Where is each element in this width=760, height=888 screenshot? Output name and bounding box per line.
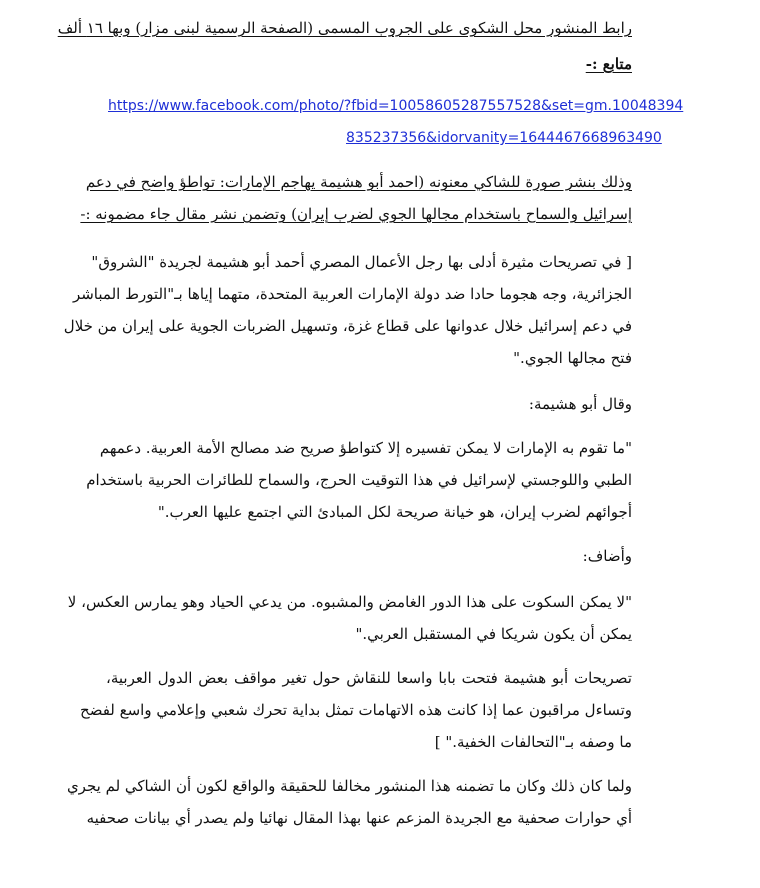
quote-para1-line-4: فتح مجالها الجوي." bbox=[513, 349, 632, 367]
quote-said: وقال أبو هشيمة: bbox=[528, 395, 632, 413]
facebook-post-link-line-1[interactable]: https://www.facebook.com/photo/?fbid=10058605287557528&set=gm.10048394 bbox=[108, 98, 684, 114]
intro-line-2: متابع :- bbox=[585, 55, 632, 73]
quote-para2-line-2: الطبي واللوجستي لإسرائيل في هذا التوقيت الحرج، والسماح للطائرات الحربية باستخدام bbox=[86, 471, 632, 489]
quote-para3-line-2: يمكن أن يكون شريكا في المستقبل العربي." bbox=[355, 625, 632, 643]
quote-para3-line-1: "لا يمكن السكوت على هذا الدور الغامض والمشبوه. من يدعي الحياد وهو يمارس العكس، لا bbox=[67, 593, 632, 611]
quote-para4-line-2: وتساءل مراقبون عما إذا كانت هذه الاتهامات تمثل بداية تحرك شعبي وإعلامي واسع لفضح bbox=[80, 701, 632, 719]
quote-added: وأضاف: bbox=[582, 547, 632, 565]
closing-line-1: ولما كان ذلك وكان ما تضمنه هذا المنشور مخالفا للحقيقة والواقع لكون أن الشاكي لم يجري bbox=[66, 777, 632, 795]
quote-para1-line-3: في دعم إسرائيل خلال عدوانها على قطاع غزة، وتسهيل الضربات الجوية على إيران من خلال bbox=[63, 317, 632, 335]
quote-para1-line-1: [ في تصريحات مثيرة أدلى بها رجل الأعمال المصري أحمد أبو هشيمة لجريدة "الشروق" bbox=[91, 253, 632, 271]
context-line-2: إسرائيل والسماح باستخدام مجالها الجوي لضرب إيران) وتضمن نشر مقال جاء مضمونه :- bbox=[80, 205, 632, 223]
quote-para2-line-3: أجوائهم لضرب إيران، هو خيانة صريحة لكل المبادئ التي اجتمع عليها العرب." bbox=[157, 503, 632, 521]
closing-line-2: أي حوارات صحفية مع الجريدة المزعم عنها بهذا المقال نهائيا ولم يصدر أي بيانات صحفيه bbox=[86, 809, 632, 827]
quote-para1-line-2: الجزائرية، وجه هجوما حادا ضد دولة الإمارات العربية المتحدة، متهما إياها بـ"التورط المباشر bbox=[72, 285, 632, 303]
quote-para4-line-3: ما وصفه بـ"التحالفات الخفية." ] bbox=[434, 733, 632, 751]
quote-para4-line-1: تصريحات أبو هشيمة فتحت بابا واسعا للنقاش حول تغير مواقف بعض الدول العربية، bbox=[106, 669, 632, 687]
facebook-post-link-line-2[interactable]: 835237356&idorvanity=1644467668963490 bbox=[346, 130, 662, 146]
context-line-1: وذلك بنشر صورة للشاكي معنونه (احمد أبو هشيمة يهاجم الإمارات: تواطؤ واضح في دعم bbox=[85, 173, 632, 191]
intro-line-1: رابط المنشور محل الشكوى على الجروب المسمى (الصفحة الرسمية لبنى مزار) وبها ١٦ ألف bbox=[57, 19, 632, 37]
quote-para2-line-1: "ما تقوم به الإمارات لا يمكن تفسيره إلا كتواطؤ صريح ضد مصالح الأمة العربية. دعمهم bbox=[99, 439, 632, 457]
